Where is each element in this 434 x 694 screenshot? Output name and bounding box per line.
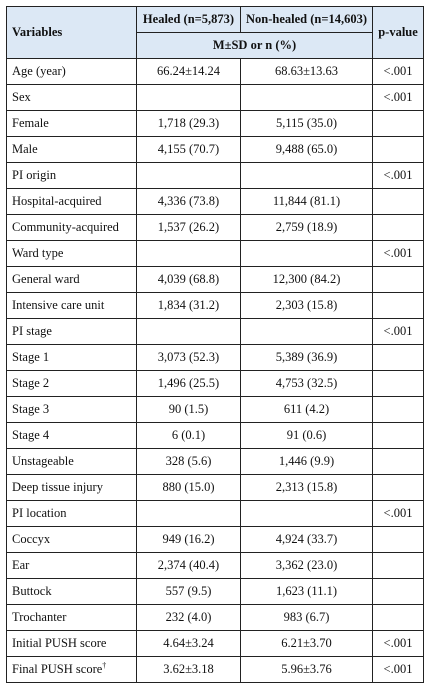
cell-healed: 557 (9.5)	[137, 579, 241, 605]
cell-non-healed: 4,924 (33.7)	[241, 527, 373, 553]
cell-p-value	[373, 475, 424, 501]
table-row	[7, 267, 424, 293]
header-statistic: M±SD or n (%)	[137, 33, 373, 59]
cell-non-healed: 4,753 (32.5)	[241, 371, 373, 397]
header-healed: Healed (n=5,873)	[137, 7, 241, 33]
cell-non-healed: 611 (4.2)	[241, 397, 373, 423]
cell-healed: 1,496 (25.5)	[137, 371, 241, 397]
cell-p-value: <.001	[373, 85, 424, 111]
cell-healed: 6 (0.1)	[137, 423, 241, 449]
cell-p-value	[373, 553, 424, 579]
row-label-text: Stage 3	[12, 402, 50, 416]
table-row	[7, 423, 424, 449]
table-container	[6, 6, 424, 683]
cell-non-healed: 2,313 (15.8)	[241, 475, 373, 501]
row-label	[7, 163, 137, 189]
row-label	[7, 553, 137, 579]
cell-non-healed: 5.96±3.76	[241, 657, 373, 683]
table-row	[7, 553, 424, 579]
table-row	[7, 605, 424, 631]
row-label-text: General ward	[12, 272, 80, 286]
row-label	[7, 475, 137, 501]
row-label	[7, 319, 137, 345]
row-label-text: Stage 4	[12, 428, 50, 442]
cell-healed: 1,718 (29.3)	[137, 111, 241, 137]
row-label-text: Age (year)	[12, 64, 66, 78]
row-label-text: Final PUSH score	[12, 662, 103, 676]
row-label	[7, 579, 137, 605]
cell-p-value	[373, 293, 424, 319]
row-label	[7, 111, 137, 137]
table-row	[7, 345, 424, 371]
row-label-text: Trochanter	[12, 610, 67, 624]
row-label-text: Stage 2	[12, 376, 50, 390]
cell-healed	[137, 85, 241, 111]
cell-non-healed	[241, 163, 373, 189]
row-label-text: Ward type	[12, 246, 64, 260]
row-label	[7, 631, 137, 657]
row-label	[7, 501, 137, 527]
row-label	[7, 215, 137, 241]
row-label	[7, 267, 137, 293]
table-row	[7, 371, 424, 397]
row-label-text: Stage 1	[12, 350, 50, 364]
row-label-text: Coccyx	[12, 532, 51, 546]
cell-healed	[137, 501, 241, 527]
cell-non-healed: 983 (6.7)	[241, 605, 373, 631]
row-label-text: Sex	[12, 90, 31, 104]
table-row	[7, 111, 424, 137]
cell-p-value	[373, 527, 424, 553]
table-body	[7, 59, 424, 683]
cell-non-healed: 3,362 (23.0)	[241, 553, 373, 579]
cell-p-value	[373, 605, 424, 631]
header-row	[7, 7, 424, 33]
row-label	[7, 371, 137, 397]
cell-p-value: <.001	[373, 501, 424, 527]
cell-healed: 3.62±3.18	[137, 657, 241, 683]
row-label	[7, 293, 137, 319]
row-label-text: Initial PUSH score	[12, 636, 107, 650]
comparison-table	[6, 6, 424, 683]
cell-healed: 3,073 (52.3)	[137, 345, 241, 371]
cell-healed: 90 (1.5)	[137, 397, 241, 423]
cell-non-healed	[241, 241, 373, 267]
cell-healed: 1,834 (31.2)	[137, 293, 241, 319]
cell-p-value	[373, 449, 424, 475]
cell-p-value	[373, 371, 424, 397]
table-header	[7, 7, 424, 59]
header-p-value: p-value	[373, 7, 424, 59]
cell-non-healed	[241, 501, 373, 527]
table-row	[7, 163, 424, 189]
row-label-text: Buttock	[12, 584, 52, 598]
cell-p-value	[373, 345, 424, 371]
row-label-text: PI location	[12, 506, 67, 520]
row-label-text: Unstageable	[12, 454, 74, 468]
row-label	[7, 423, 137, 449]
cell-non-healed: 2,303 (15.8)	[241, 293, 373, 319]
cell-p-value	[373, 111, 424, 137]
row-label-text: Hospital-acquired	[12, 194, 102, 208]
row-label	[7, 397, 137, 423]
table-row	[7, 189, 424, 215]
header-variables: Variables	[7, 7, 137, 59]
row-label-text: Intensive care unit	[12, 298, 105, 312]
row-label-text: PI origin	[12, 168, 57, 182]
footnote-marker: †	[102, 660, 107, 670]
cell-healed: 4,336 (73.8)	[137, 189, 241, 215]
row-label-text: Ear	[12, 558, 30, 572]
cell-p-value: <.001	[373, 631, 424, 657]
cell-p-value: <.001	[373, 319, 424, 345]
row-label	[7, 657, 137, 683]
table-row	[7, 657, 424, 683]
row-label-text: Community-acquired	[12, 220, 119, 234]
row-label	[7, 241, 137, 267]
cell-p-value	[373, 423, 424, 449]
table-row	[7, 215, 424, 241]
cell-non-healed: 9,488 (65.0)	[241, 137, 373, 163]
table-row	[7, 293, 424, 319]
cell-p-value: <.001	[373, 241, 424, 267]
cell-p-value	[373, 189, 424, 215]
cell-healed	[137, 163, 241, 189]
cell-non-healed	[241, 319, 373, 345]
cell-p-value: <.001	[373, 163, 424, 189]
table-row	[7, 85, 424, 111]
row-label-text: PI stage	[12, 324, 52, 338]
cell-non-healed: 12,300 (84.2)	[241, 267, 373, 293]
cell-p-value	[373, 137, 424, 163]
header-non-healed: Non-healed (n=14,603)	[241, 7, 373, 33]
table-row	[7, 319, 424, 345]
cell-p-value	[373, 579, 424, 605]
table-row	[7, 475, 424, 501]
cell-non-healed: 1,623 (11.1)	[241, 579, 373, 605]
table-row	[7, 579, 424, 605]
cell-healed: 949 (16.2)	[137, 527, 241, 553]
row-label-text: Female	[12, 116, 49, 130]
cell-healed: 66.24±14.24	[137, 59, 241, 85]
table-row	[7, 631, 424, 657]
row-label	[7, 59, 137, 85]
table-row	[7, 527, 424, 553]
row-label	[7, 605, 137, 631]
cell-p-value	[373, 215, 424, 241]
table-row	[7, 241, 424, 267]
cell-healed: 4,039 (68.8)	[137, 267, 241, 293]
cell-healed: 232 (4.0)	[137, 605, 241, 631]
row-label	[7, 137, 137, 163]
cell-non-healed: 5,115 (35.0)	[241, 111, 373, 137]
row-label	[7, 449, 137, 475]
cell-healed	[137, 319, 241, 345]
cell-healed: 4.64±3.24	[137, 631, 241, 657]
cell-healed: 328 (5.6)	[137, 449, 241, 475]
row-label	[7, 189, 137, 215]
table-row	[7, 501, 424, 527]
cell-non-healed: 1,446 (9.9)	[241, 449, 373, 475]
cell-non-healed: 6.21±3.70	[241, 631, 373, 657]
cell-healed	[137, 241, 241, 267]
cell-non-healed: 11,844 (81.1)	[241, 189, 373, 215]
cell-non-healed: 5,389 (36.9)	[241, 345, 373, 371]
row-label-text: Male	[12, 142, 38, 156]
table-row	[7, 397, 424, 423]
cell-p-value	[373, 267, 424, 293]
cell-p-value	[373, 397, 424, 423]
cell-healed: 2,374 (40.4)	[137, 553, 241, 579]
cell-non-healed: 91 (0.6)	[241, 423, 373, 449]
cell-p-value: <.001	[373, 59, 424, 85]
row-label	[7, 85, 137, 111]
cell-healed: 4,155 (70.7)	[137, 137, 241, 163]
row-label	[7, 527, 137, 553]
row-label	[7, 345, 137, 371]
table-row	[7, 59, 424, 85]
cell-healed: 880 (15.0)	[137, 475, 241, 501]
cell-healed: 1,537 (26.2)	[137, 215, 241, 241]
table-row	[7, 137, 424, 163]
row-label-text: Deep tissue injury	[12, 480, 103, 494]
cell-non-healed: 68.63±13.63	[241, 59, 373, 85]
cell-p-value: <.001	[373, 657, 424, 683]
cell-non-healed	[241, 85, 373, 111]
cell-non-healed: 2,759 (18.9)	[241, 215, 373, 241]
table-row	[7, 449, 424, 475]
